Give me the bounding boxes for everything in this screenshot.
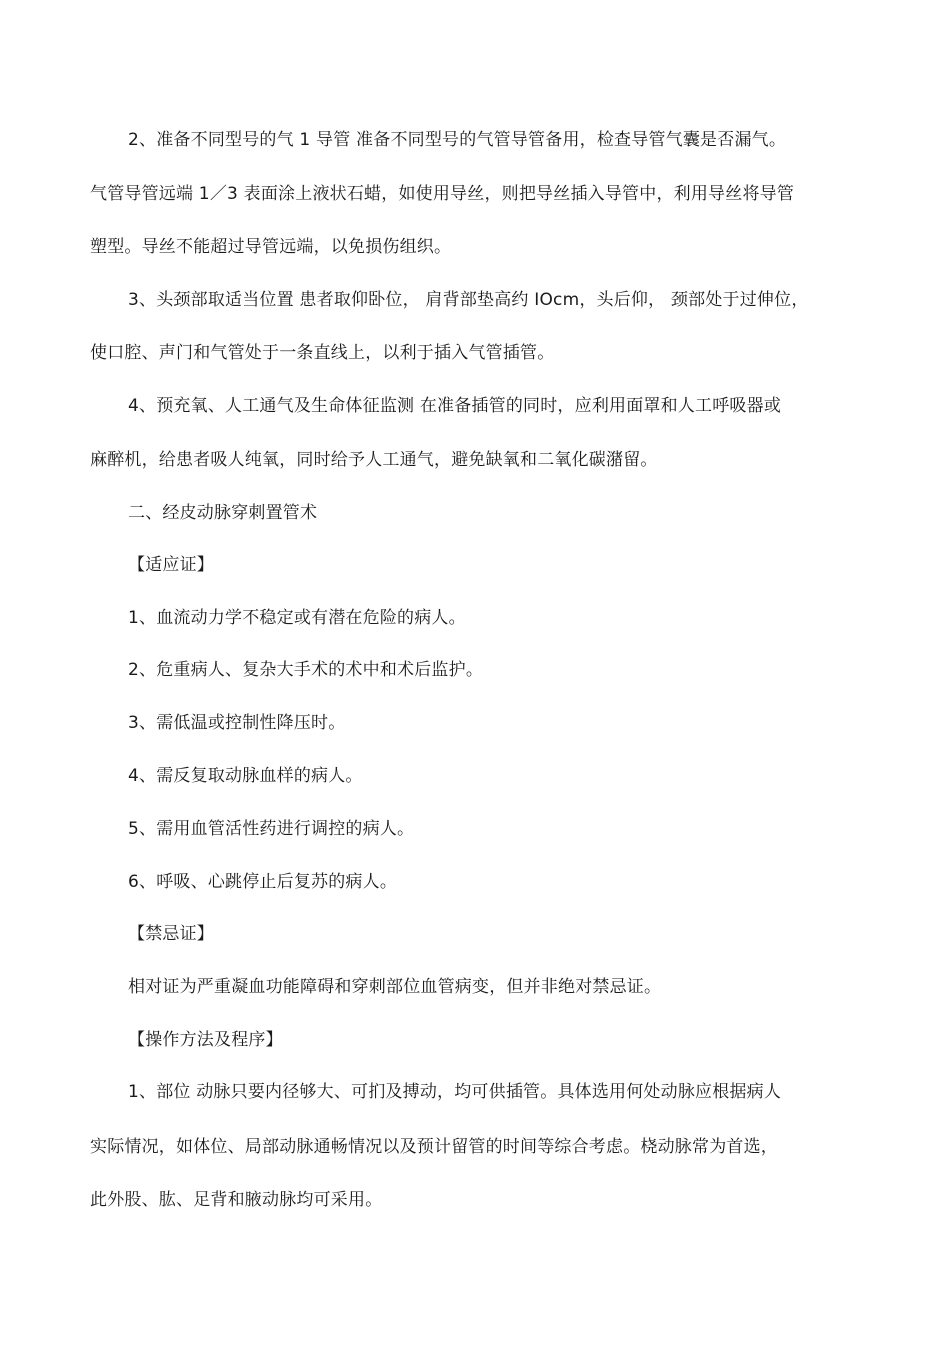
text-line: 气管导管远端 1／3 表面涂上液状石蜡，如使用导丝，则把导丝插入导管中，利用导丝将导管 [90,184,795,204]
subheading-contraindications: 【禁忌证】 [128,924,214,944]
text-line-step-2-intubation-tubes: 2、准备不同型号的气 1 导管 准备不同型号的气管导管备用，检查导管气囊是否漏气。 [128,130,787,150]
list-item: 6、呼吸、心跳停止后复苏的病人。 [128,872,398,892]
subheading-procedure: 【操作方法及程序】 [128,1030,283,1050]
text-line-step-1-site: 1、部位 动脉只要内径够大、可扪及搏动，均可供插管。具体选用何处动脉应根据病人 [128,1082,782,1102]
text-line: 此外股、肱、足背和腋动脉均可采用。 [90,1190,383,1210]
section-heading-arterial-catheterization: 二、经皮动脉穿刺置管术 [128,503,318,523]
text-line-step-3-head-position: 3、头颈部取适当位置 患者取仰卧位， 肩背部垫高约 IOcm，头后仰， 颈部处于过伸位， [128,290,809,310]
text-line: 相对证为严重凝血功能障碍和穿刺部位血管病变，但并非绝对禁忌证。 [128,977,662,997]
text-line: 塑型。导丝不能超过导管远端，以免损伤组织。 [90,237,452,257]
text-line: 使口腔、声门和气管处于一条直线上，以利于插入气管插管。 [90,343,555,363]
list-item: 1、血流动力学不稳定或有潜在危险的病人。 [128,608,466,628]
text-line-step-4-preoxygenation: 4、预充氧、人工通气及生命体征监测 在准备插管的同时，应利用面罩和人工呼吸器或 [128,396,782,416]
list-item: 4、需反复取动脉血样的病人。 [128,766,363,786]
text-line: 麻醉机，给患者吸人纯氧，同时给予人工通气，避免缺氧和二氧化碳潴留。 [90,450,658,470]
list-item: 3、需低温或控制性降压时。 [128,713,346,733]
text-line: 实际情况，如体位、局部动脉通畅情况以及预计留管的时间等综合考虑。桡动脉常为首选， [90,1137,778,1157]
list-item: 5、需用血管活性药进行调控的病人。 [128,819,415,839]
subheading-indications: 【适应证】 [128,555,214,575]
list-item: 2、危重病人、复杂大手术的术中和术后监护。 [128,660,484,680]
